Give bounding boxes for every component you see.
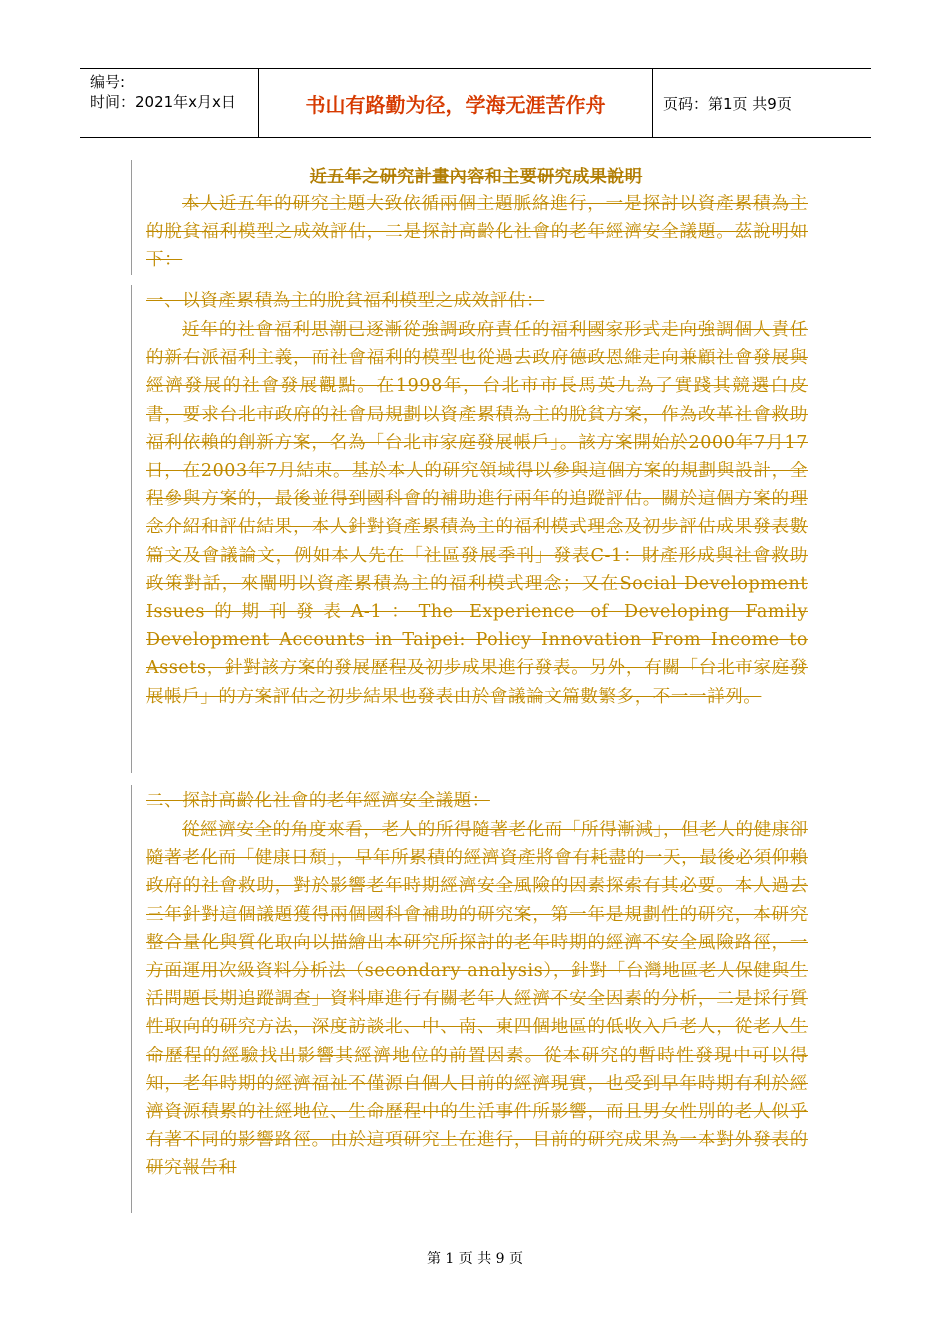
revision-bar [131,160,132,275]
page-footer: 第 1 页 共 9 页 [426,1251,524,1267]
revision-bar [131,285,132,773]
document-time-label: 时间：2021年x月x日 [90,93,236,111]
section-heading-1: 一、以資產累積為主的脫貧福利模型之成效評估： [146,291,545,311]
header-motto: 书山有路勤为径，学海无涯苦作舟 [305,92,606,117]
document-number-label: 编号: [90,73,126,91]
header-page-label: 页码：第1页 共9页 [663,94,792,113]
header-info-cell [80,69,258,137]
section-body-1: 近年的社會福利思潮已逐漸從強調政府責任的福利國家形式走向強調個人責任的新右派福利主義，而社會福利的模型也從過去政府德政恩維走向兼顧社會發展與經濟發展的社會發展觀點。在1998年，台北市市長馬英九為了實踐其競選白皮書，要求台北市政府的社會局規劃以資產累積為主的脫貧方案，作為改革社會救助福利依賴的創新方案，名為「台北市家庭發展帳戶」。該方案開始於2000年7月17日，在2003年7月結束。基於本人的研究領域得以參與這個方案的規劃與設計，全程參與方案的，最後並得到國科會的補助進行兩年的追蹤評估。關於這個方案的理念介紹和評估結果，本人針對資產累積為主的福利模式理念及初步評估成果發表數篇文及會議論文，例如本人先在「社區發展季刊」發表C-1：財產形成與社會救助政策對話，來闡明以資產累積為主的福利模式理念；又在Social Development Issues的期刊發表A-1：The Experience of Developing Family Development Accounts in Taipei: Policy Innovation From Income to Assets，針對該方案的發展歷程及初步成果進行發表。另外，有關「台北市家庭發展帳戶」的方案評估之初步結果也發表由於會議論文篇數繁多，不一一詳列。 [146,320,808,707]
header-table [80,68,871,138]
intro-paragraph: 本人近五年的研究主題大致依循兩個主題脈絡進行，一是探討以資產累積為主的脫貧福利模型之成效評估，二是探討高齡化社會的老年經濟安全議題。茲說明如下： [146,194,808,271]
document-title: 近五年之研究計畫內容和主要研究成果說明 [309,167,643,187]
section-heading-2: 二、探討高齡化社會的老年經濟安全議題： [146,791,490,811]
section-body-2: 從經濟安全的角度來看，老人的所得隨著老化而「所得漸減」，但老人的健康卻隨著老化而「健康日頹」，早年所累積的經濟資產將會有耗盡的一天，最後必須仰賴政府的社會救助，對於影響老年時期經濟安全風險的因素探索有其必要。本人過去三年針對這個議題獲得兩個國科會補助的研究案，第一年是規劃性的研究，本研究整合量化與質化取向以描繪出本研究所探討的老年時期的經濟不安全風險路徑，一方面運用次級資料分析法（secondary analysis），針對「台灣地區老人保健與生活問題長期追蹤調查」資料庫進行有關老年人經濟不安全因素的分析，二是採行質性取向的研究方法，深度訪談北、中、南、東四個地區的低收入戶老人，從老人生命歷程的經驗找出影響其經濟地位的前置因素。從本研究的暫時性發現中可以得知，老年時期的經濟福祉不僅源自個人目前的經濟現實，也受到早年時期有利於經濟資源積累的社經地位、生命歷程中的生活事件所影響，而且男女性別的老人似乎有著不同的影響路徑。由於這項研究上在進行，目前的研究成果為一本對外發表的研究報告和 [146,820,808,1179]
revision-bar [131,785,132,1213]
